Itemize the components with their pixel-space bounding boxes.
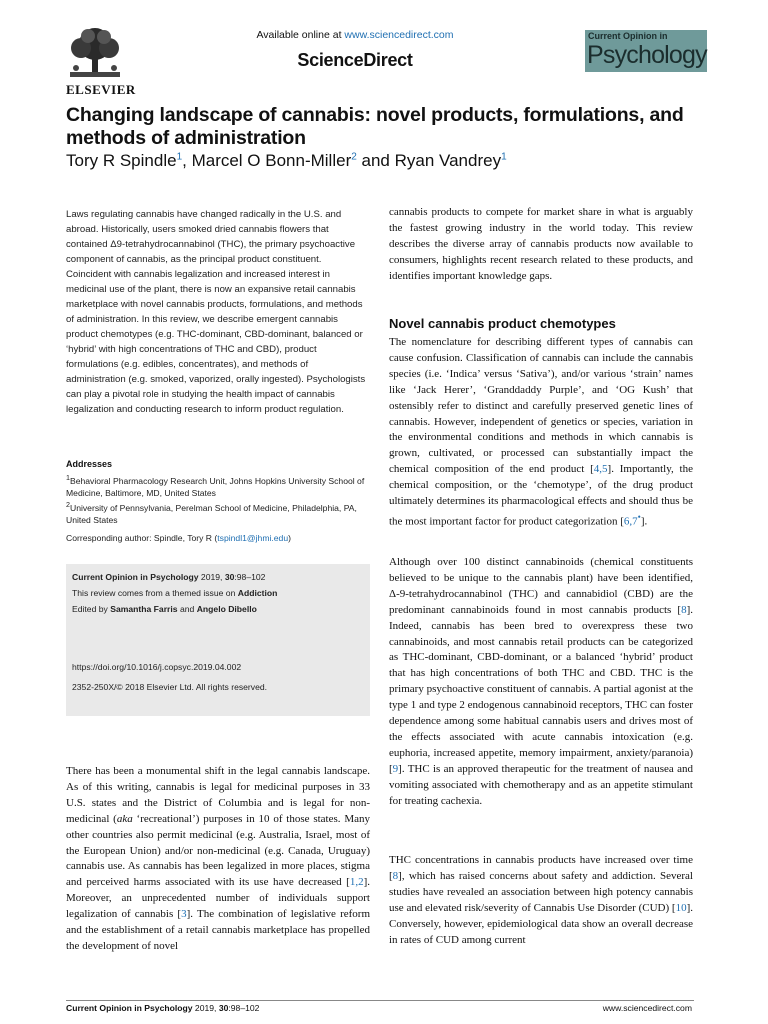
editor-and: and xyxy=(177,604,197,614)
thc-concentration-paragraph xyxy=(389,853,693,948)
footer-volume: 30 xyxy=(218,1003,229,1013)
address-1-sup: 1 xyxy=(66,474,70,482)
publisher-name: ELSEVIER xyxy=(66,82,136,97)
copyright-line: 2352-250X/© 2018 Elsevier Ltd. All rights reserved. xyxy=(72,682,268,692)
editor-2: Angelo Dibello xyxy=(196,604,257,614)
cannabinoids-paragraph xyxy=(389,555,693,810)
edited-prefix: Edited by xyxy=(72,604,111,614)
author-1-affiliation[interactable]: 1 xyxy=(176,151,183,163)
text-run: ]. xyxy=(640,515,648,528)
issue-theme: Addiction xyxy=(237,588,278,598)
author-3-affiliation[interactable]: 1 xyxy=(501,151,507,163)
text-run: The nomenclature for describing different types of cannabis can cause confusion. Classification of cannabis can include the cannabis species (i.e. ‘Indica’ versus ‘Sativa’), and/or various ‘strain’ names like ‘Jack Herer’, ‘Granddaddy Purple’, and ‘OG Kush’ that ostensibly refer to distinct and carefully preserved genetic lines of cannabis. However, independent of genetics or species, variation in the environmental conditions and methods in which cannabis is grown, cultivated, or processed can substantially impact the chemical composition of the end product [ xyxy=(389,336,693,476)
reference-link[interactable]: 10 xyxy=(675,901,687,914)
citation-volume: 30 xyxy=(224,572,235,582)
corresponding-suffix: ) xyxy=(288,533,291,543)
reference-link[interactable]: 9 xyxy=(392,762,399,775)
text-run: THC concentrations in cannabis products have increased over time [ xyxy=(389,854,693,882)
text-run: Although over 100 distinct cannabinoids (chemical constituents believed to be unique to the cannabis plant) have been identified, Δ-9-tetrahydrocannabinol (THC) and cannabidiol (CBD) are the predominant cannabinoids found in most cannabis products [ xyxy=(389,556,693,616)
reference-link[interactable]: 6,7 xyxy=(623,515,638,528)
author-list xyxy=(66,150,507,172)
reference-link[interactable]: 8 xyxy=(681,603,687,616)
section-heading: Novel cannabis product chemotypes xyxy=(389,316,616,331)
corresponding-prefix: Corresponding author: Spindle, Tory R ( xyxy=(66,533,218,543)
address-1-text: Behavioral Pharmacology Research Unit, Johns Hopkins University School of Medicine, Baltimore, MD, United States xyxy=(66,475,365,498)
corresponding-email-link[interactable]: tspindl1@jhmi.edu xyxy=(217,533,289,543)
sciencedirect-brand: ScienceDirect xyxy=(297,50,413,70)
reference-link[interactable]: 3 xyxy=(181,908,187,921)
addresses xyxy=(66,472,366,526)
chemotype-paragraph xyxy=(389,335,693,531)
author-1: Tory R Spindle xyxy=(66,151,177,170)
text-run: ], which has raised concerns about safety and addiction. Several studies have revealed an association between high potency cannabis use and elevated risk/severity of Cannabis Use Disorder (CUD) [ xyxy=(389,869,693,914)
journal-logo-bottom: Psychology xyxy=(587,41,707,69)
author-separator: , xyxy=(182,151,192,170)
intro-continuation: cannabis products to compete for market share in what is arguably the fastest growing industry in the world today. This review describes the diverse array of cannabis products now available to consumers, highlights recent research related to these products, and identifies important knowledge gaps. xyxy=(389,206,693,282)
doi-link[interactable]: https://doi.org/10.1016/j.copsyc.2019.04.002 xyxy=(72,662,242,672)
footer-year: 2019, xyxy=(192,1003,219,1013)
text-run: ]. Conversely, however, epidemiological data show an overall decrease in rates of CUD among current xyxy=(389,901,693,946)
citation-journal: Current Opinion in Psychology xyxy=(72,572,199,582)
citation-line xyxy=(72,571,265,583)
article-title: Changing landscape of cannabis: novel products, formulations, and methods of administration xyxy=(66,104,684,149)
author-separator: and xyxy=(356,151,395,170)
author-3: Ryan Vandrey xyxy=(394,151,502,170)
address-2-text: University of Pennsylvania, Perelman School of Medicine, Philadelphia, PA, United States xyxy=(66,502,357,525)
text-run: ]. Moreover, an unprecedented number of individuals support legalization of cannabis [ xyxy=(66,876,370,921)
editor-1: Samantha Farris xyxy=(110,604,178,614)
sciencedirect-link[interactable]: www.sciencedirect.com xyxy=(344,29,454,41)
footer-pages: :98–102 xyxy=(228,1003,260,1013)
address-2 xyxy=(66,499,366,526)
corresponding-author xyxy=(66,532,366,544)
reference-link[interactable]: 8 xyxy=(392,869,399,882)
text-run: ]. Importantly, the chemical composition, or the ‘chemotype’, of the drug product ultimately determines its pharmacological effects and should thus be the most important factor for product categorization [ xyxy=(389,463,693,528)
addresses-heading: Addresses xyxy=(66,459,113,469)
journal-logo-top: Current Opinion in xyxy=(588,31,668,41)
text-run: ]. THC is an approved therapeutic for the treatment of nausea and vomiting associated with chemotherapy and as an appetite stimulant for treating cachexia. xyxy=(389,762,693,807)
footer-citation xyxy=(66,1003,259,1013)
footer-journal: Current Opinion in Psychology xyxy=(66,1003,193,1013)
abstract: Laws regulating cannabis have changed radically in the U.S. and abroad. Historically, users smoked dried cannabis flowers that contained Δ9-tetrahydrocannabinol (THC), the primary psychoactive component of cannabis, as the principal product constituent. Coincident with cannabis legalization and increased interest in medicinal use of the plant, there is now an expansive retail cannabis marketplace with novel cannabis products, formulations, and methods of administration. In this review, we describe emergent cannabis product chemotypes (e.g. THC-dominant, CBD-dominant, balanced or ‘hybrid’ with high concentrations of THC and CBD), product formulations (e.g. edibles, concentrates), and methods of administration (e.g. smoked, vaporized, orally ingested). Psychologists can play a pivotal role in studying the health impact of cannabis legalization and conducting research to inform product regulation. xyxy=(66,209,366,415)
availability-line xyxy=(200,29,510,41)
address-1 xyxy=(66,472,366,499)
reference-link[interactable]: 1,2 xyxy=(349,876,364,889)
citation-year: 2019, xyxy=(198,572,225,582)
available-text: Available online at xyxy=(256,29,345,41)
footer-rule xyxy=(66,1000,694,1001)
citation-pages: :98–102 xyxy=(234,572,266,582)
intro-paragraph xyxy=(66,764,370,955)
editors-line xyxy=(72,603,257,615)
reference-link[interactable]: 4,5 xyxy=(593,463,608,476)
text-run: ]. Indeed, cannabis has been bred to overexpress these two cannabinoids, and most cannabis retail products can be categorized as THC-dominant, CBD-dominant, or a balanced ‘hybrid’ product that has high concentrations of both THC and CBD. THC is the primary psychoactive constituent of cannabis. A partial agonist at the type 1 and type 2 endogenous cannabinoid receptors, THC can foster dependence among some habitual cannabis users and drives most of the effects associated with acute cannabis intoxication (e.g. euphoria, increased appetite, memory impairment, anxiety/paranoia) [ xyxy=(389,603,693,775)
reference-bullet: • xyxy=(637,511,641,522)
text-run: ‘recreational’) purposes in 10 of those states. Many other countries also permit medicinal (e.g. Australia, Israel, most of the European Union) and/or non-medicinal (e.g. Canada, Uruguay) cannabis use. As cannabis has been legalized in more places, stigma and perceived harms associated with its use have decreased [ xyxy=(66,812,370,889)
text-run: There has been a monumental shift in the legal cannabis landscape. As of this writing, cannabis is legal for medicinal purposes in 33 U.S. states and the District of Columbia and is legal for non-medicinal ( xyxy=(66,765,370,825)
issue-prefix: This review comes from a themed issue on xyxy=(72,588,238,598)
themed-issue-line xyxy=(72,587,277,599)
author-2-affiliation[interactable]: 2 xyxy=(351,151,357,163)
text-run: ]. The combination of legislative reform and the establishment of a retail cannabis marketplace has propelled the development of novel xyxy=(66,908,371,952)
footer-site: www.sciencedirect.com xyxy=(602,1003,692,1013)
address-2-sup: 2 xyxy=(66,500,70,509)
elsevier-tree-logo xyxy=(66,26,124,80)
text-run: aka xyxy=(116,812,133,825)
author-2: Marcel O Bonn-Miller xyxy=(191,151,352,170)
